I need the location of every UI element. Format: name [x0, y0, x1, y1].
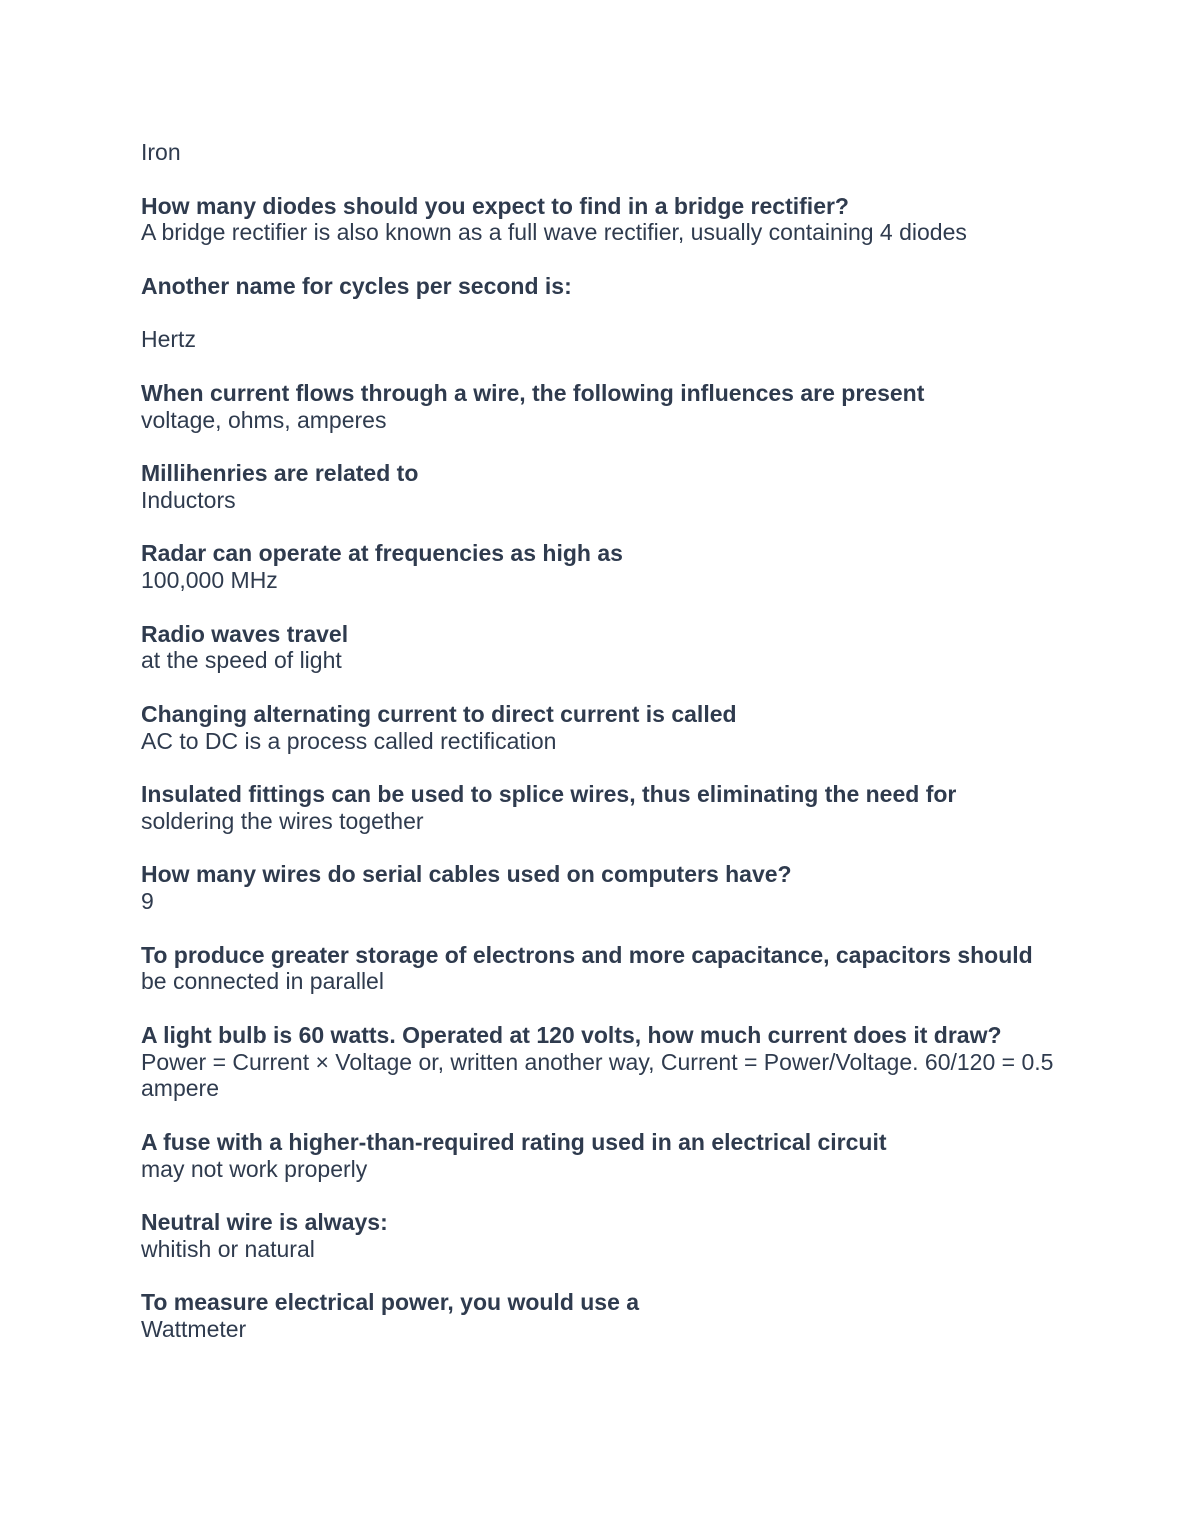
question-text: A light bulb is 60 watts. Operated at 120 volts, how much current does it draw? [141, 1021, 1002, 1048]
answer-text: soldering the wires together [141, 807, 424, 834]
question-text: Radio waves travel [141, 620, 349, 647]
intro-answer-text: Iron [141, 139, 181, 165]
qa-block [141, 1129, 1060, 1183]
answer-text: Inductors [141, 486, 236, 513]
question-text: Insulated fittings can be used to splice wires, thus eliminating the need for [141, 781, 957, 807]
qa-block [141, 861, 1060, 915]
question-text: Changing alternating current to direct current is called [141, 700, 737, 727]
answer-text: AC to DC is a process called rectification [141, 727, 557, 754]
question-text: Millihenries are related to [141, 460, 419, 486]
question-text: A fuse with a higher-than-required rating used in an electrical circuit [141, 1128, 887, 1155]
question-text: To produce greater storage of electrons and more capacitance, capacitors should [141, 941, 1033, 968]
question-text: When current flows through a wire, the following influences are present [141, 379, 925, 406]
question-text: Another name for cycles per second is: [141, 272, 572, 299]
qa-block [141, 781, 1060, 835]
qa-block [141, 460, 1060, 514]
question-text: To measure electrical power, you would use a [141, 1289, 640, 1316]
answer-text: at the speed of light [141, 647, 342, 674]
qa-block [141, 621, 1060, 675]
qa-block [141, 942, 1060, 996]
qa-block [141, 1209, 1060, 1263]
qa-block [141, 380, 1060, 434]
answer-text: Power = Current × Voltage or, written another way, Current = Power/Voltage. 60/120 = 0.5 ampere [141, 1048, 1054, 1102]
qa-block [141, 540, 1060, 594]
question-text: How many diodes should you expect to find in a bridge rectifier? [141, 192, 849, 219]
question-text: Neutral wire is always: [141, 1209, 388, 1235]
answer-text: A bridge rectifier is also known as a full wave rectifier, usually containing 4 diodes [141, 219, 967, 246]
qa-block [141, 273, 1060, 353]
document-body [141, 139, 1060, 1343]
answer-text: may not work properly [141, 1155, 368, 1182]
answer-text: 100,000 MHz [141, 567, 278, 593]
question-text: Radar can operate at frequencies as high as [141, 540, 623, 567]
answer-text: 9 [141, 888, 154, 914]
qa-block [141, 1289, 1060, 1343]
question-text: How many wires do serial cables used on computers have? [141, 861, 792, 888]
answer-text: Hertz [141, 326, 196, 353]
answer-text: Wattmeter [141, 1316, 247, 1342]
answer-text: voltage, ohms, amperes [141, 406, 387, 433]
qa-block [141, 193, 1060, 247]
answer-text: whitish or natural [141, 1235, 315, 1262]
answer-text: be connected in parallel [141, 968, 384, 995]
qa-block [141, 701, 1060, 755]
qa-block [141, 1022, 1060, 1102]
